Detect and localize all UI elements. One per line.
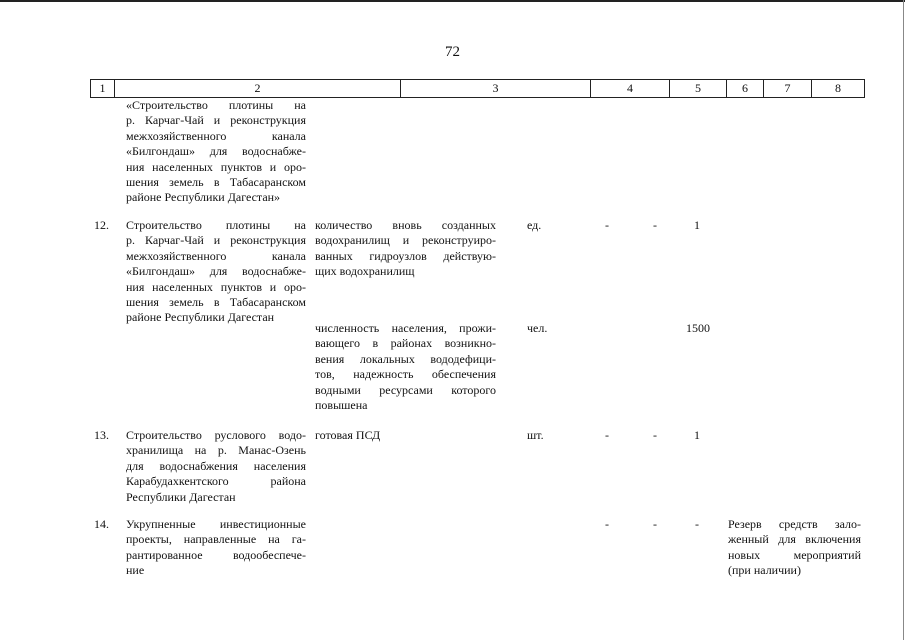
row-14-note: Резерв средств зало- женный для включения новых мероприятий (при наличии) (728, 517, 861, 578)
row-12-indicator-1: количество вновь созданных водохранилищ и реконструиро- ванных гидроузлов действую- щих водохранилищ (315, 218, 496, 279)
header-col-6: 6 (726, 80, 763, 97)
header-col-3: 3 (400, 80, 590, 97)
row-12-indicator-1-col7: 1 (694, 218, 700, 232)
header-col-8: 8 (811, 80, 865, 97)
row-14-name: Укрупненные инвестиционные проекты, направленные на га- рантированное водообеспече- ние (126, 517, 306, 578)
row-13-indicator: готовая ПСД (315, 428, 381, 442)
row-12-indicator-1-col6: - (653, 218, 657, 232)
header-col-1: 1 (90, 80, 114, 97)
table-header-row (90, 79, 865, 98)
row-13-unit: шт. (527, 428, 544, 442)
row-14-col6: - (653, 517, 657, 531)
row-12-indicator-1-col5: - (605, 218, 609, 232)
row-14-col7: - (695, 517, 699, 531)
header-col-5: 5 (669, 80, 726, 97)
row-continued-name: «Строительство плотины на р. Карчаг-Чай и реконструкция межхозяйственного канала «Билгондаш» для водоснабже- ния населенных пунктов и оро- шения земель в Табасаранском районе Республики Дагестан» (126, 98, 306, 205)
row-12-indicator-2-col7: 1500 (686, 321, 710, 335)
row-13-col6: - (653, 428, 657, 442)
row-14-number: 14. (94, 517, 109, 531)
row-14-col5: - (605, 517, 609, 531)
page-right-edge (903, 0, 904, 640)
row-12-indicator-2-unit: чел. (527, 321, 548, 335)
page-number: 72 (445, 44, 460, 60)
row-12-number: 12. (94, 218, 109, 232)
row-12-name: Строительство плотины на р. Карчаг-Чай и реконструкция межхозяйственного канала «Билгондаш» для водоснабже- ния населенных пунктов и оро- шения земель в Табасаранском районе Республики Дагестан (126, 218, 306, 325)
row-12-indicator-2: численность населения, прожи- вающего в районах возникно- вения локальных вододефици- тов, надежность обеспечения водными ресурсами которого повышена (315, 321, 496, 413)
row-13-col5: - (605, 428, 609, 442)
row-12-indicator-1-unit: ед. (527, 218, 542, 232)
row-13-name: Строительство руслового водо- хранилища на р. Манас-Озень для водоснабжения населения Карабудахкентского района Республики Дагестан (126, 428, 306, 504)
row-13-number: 13. (94, 428, 109, 442)
header-col-4: 4 (590, 80, 669, 97)
page-top-edge (0, 0, 905, 2)
header-col-7: 7 (763, 80, 811, 97)
row-13-col7: 1 (694, 428, 700, 442)
header-col-2: 2 (114, 80, 400, 97)
